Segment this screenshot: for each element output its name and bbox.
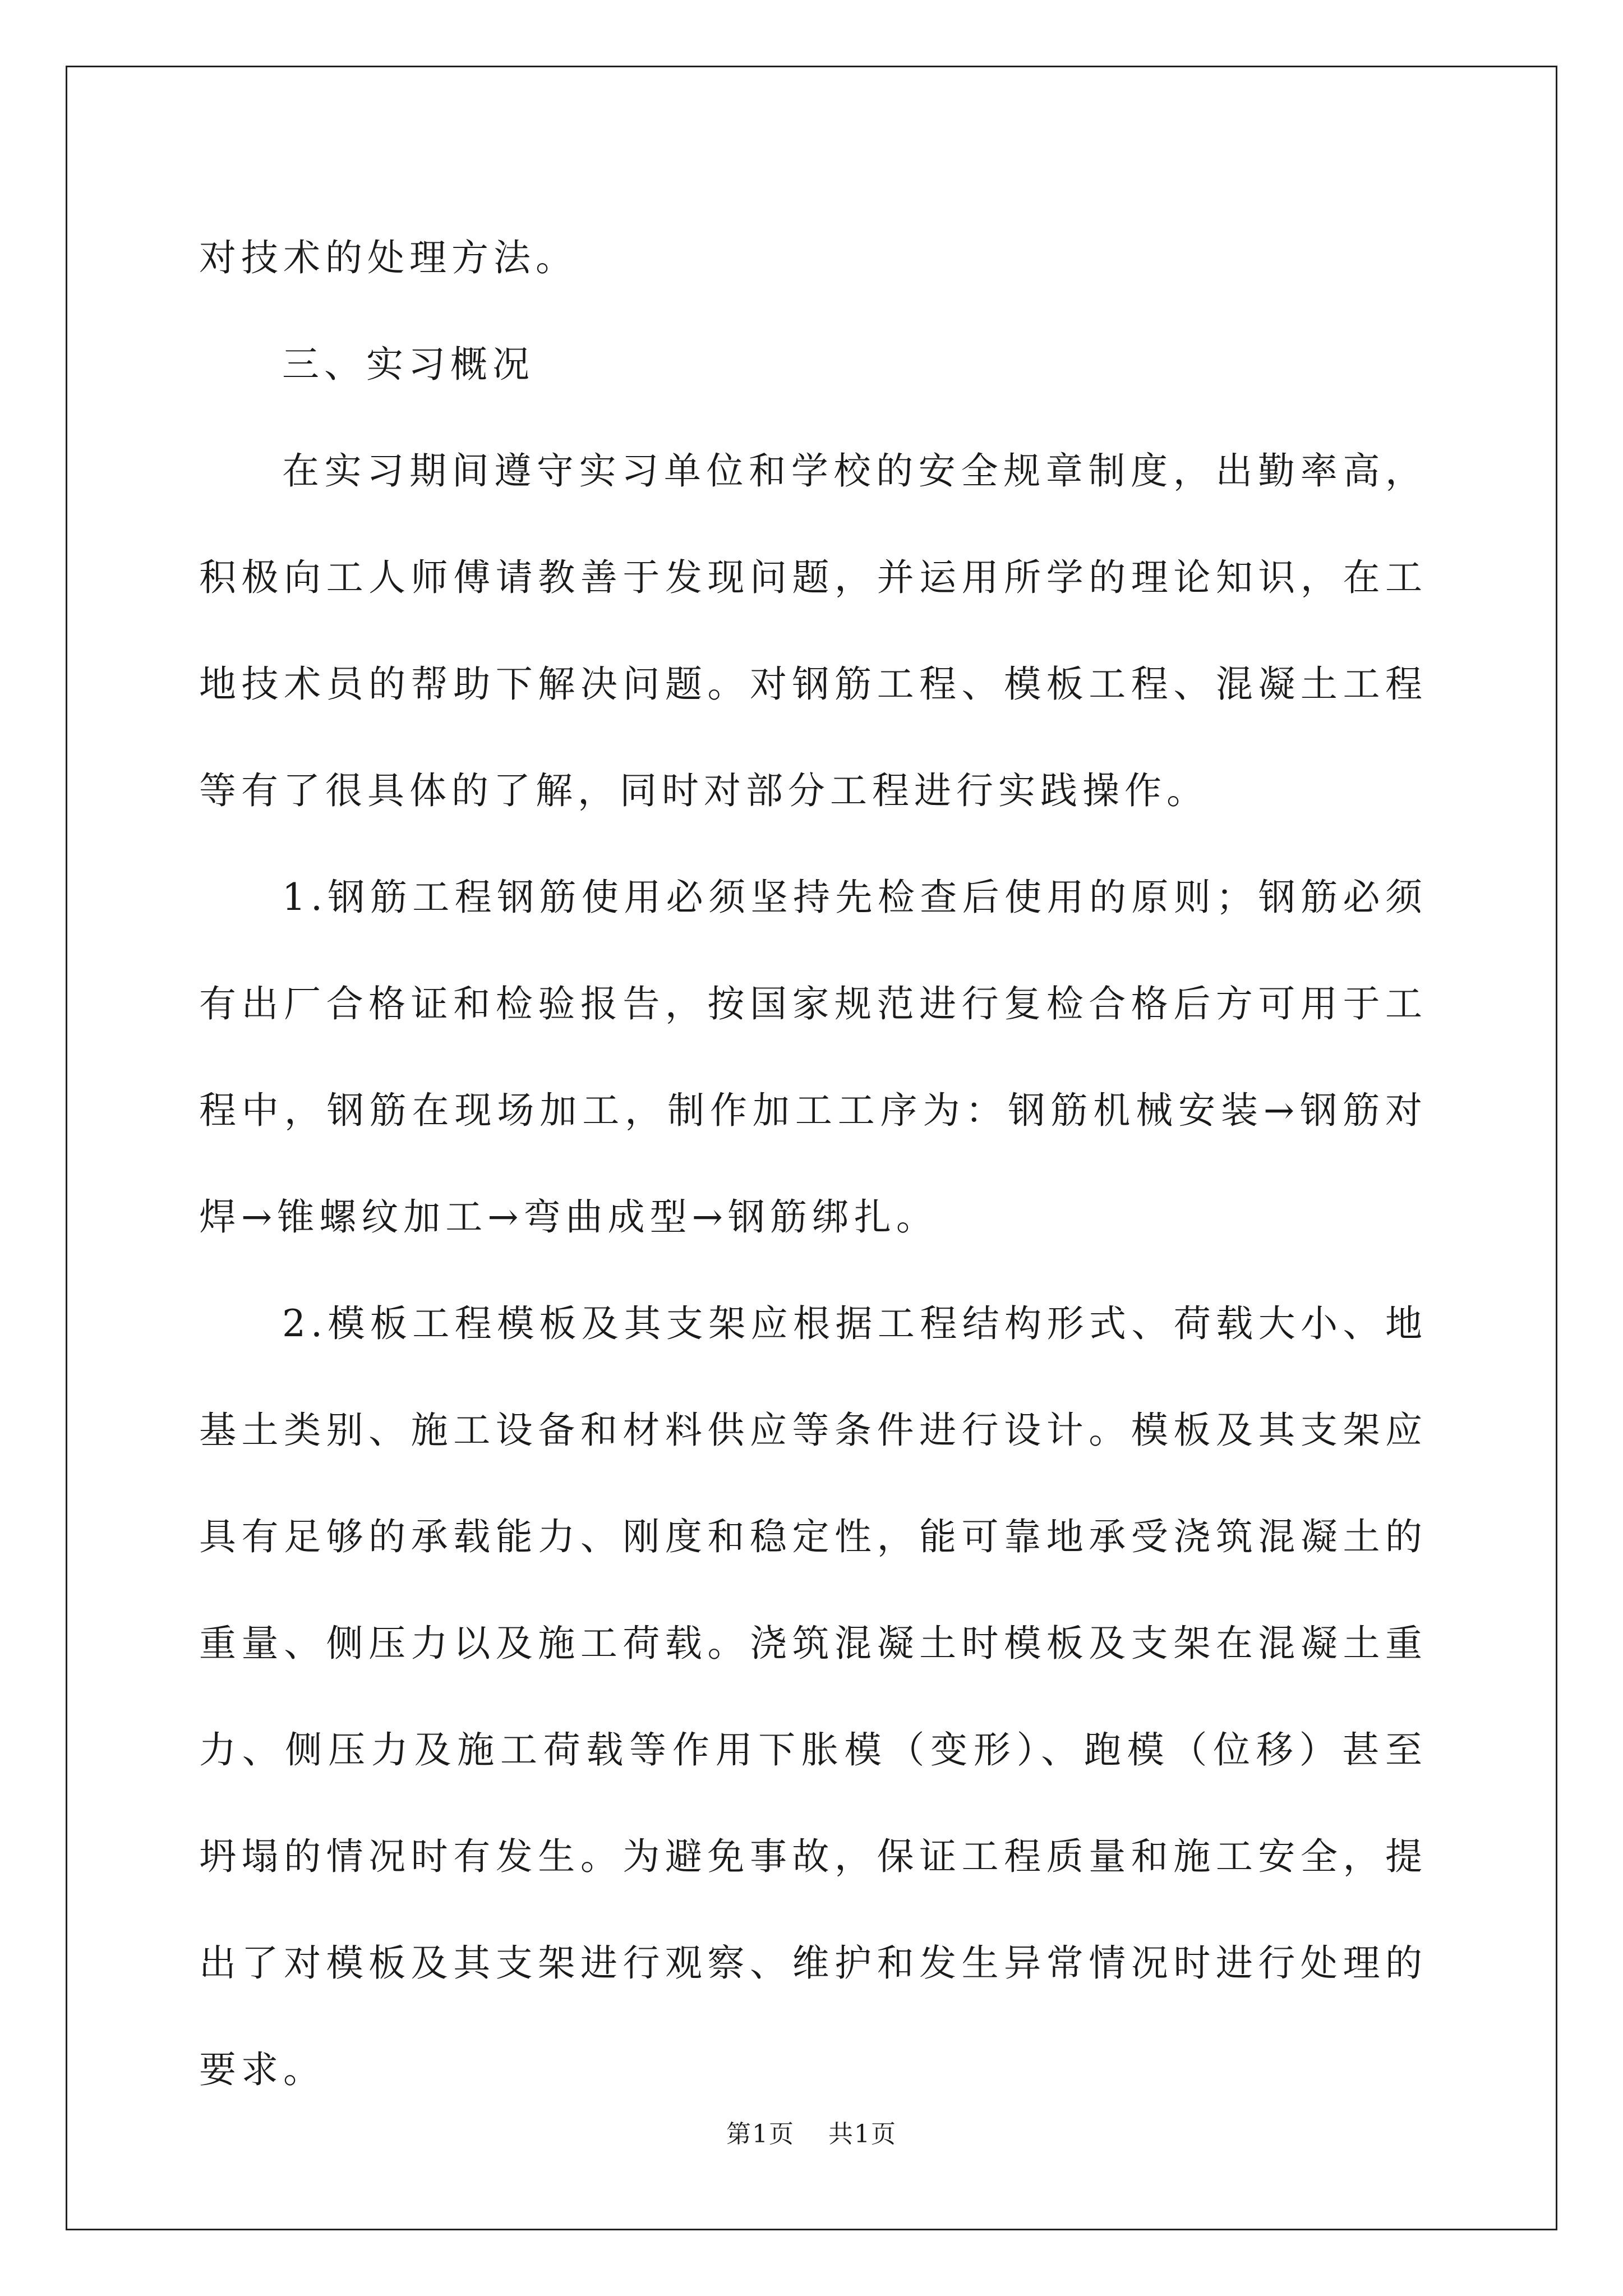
- page-footer: [0, 2118, 1623, 2151]
- document-body: [199, 205, 1427, 2123]
- page-number-current: 第1页: [726, 2120, 795, 2148]
- page-number-total: 共1页: [828, 2120, 897, 2148]
- paragraph-formwork-engineering: 2.模板工程模板及其支架应根据工程结构形式、荷载大小、地基土类别、施工设备和材料供应等条件进行设计。模板及其支架应具有足够的承载能力、刚度和稳定性，能可靠地承受浇筑混凝土的重量、侧压力以及施工荷载。浇筑混凝土时模板及支架在混凝土重力、侧压力及施工荷载等作用下胀模（变形）、跑模（位移）甚至坍塌的情况时有发生。为避免事故，保证工程质量和施工安全，提出了对模板及其支架进行观察、维护和发生异常情况时进行处理的要求。: [199, 1302, 1427, 2091]
- paragraph-continuation: 对技术的处理方法。: [199, 236, 578, 279]
- paragraph-rebar-engineering: 1.钢筋工程钢筋使用必须坚持先检查后使用的原则；钢筋必须有出厂合格证和检验报告，按国家规范进行复检合格后方可用于工程中，钢筋在现场加工，制作加工工序为：钢筋机械安装→钢筋对焊→锥螺纹加工→弯曲成型→钢筋绑扎。: [199, 876, 1427, 1239]
- section-heading: 三、实习概况: [282, 343, 534, 386]
- paragraph-internship-overview: 在实习期间遵守实习单位和学校的安全规章制度，出勤率高，积极向工人师傅请教善于发现问题，并运用所学的理论知识，在工地技术员的帮助下解决问题。对钢筋工程、模板工程、混凝土工程等有了很具体的了解，同时对部分工程进行实践操作。: [199, 449, 1427, 812]
